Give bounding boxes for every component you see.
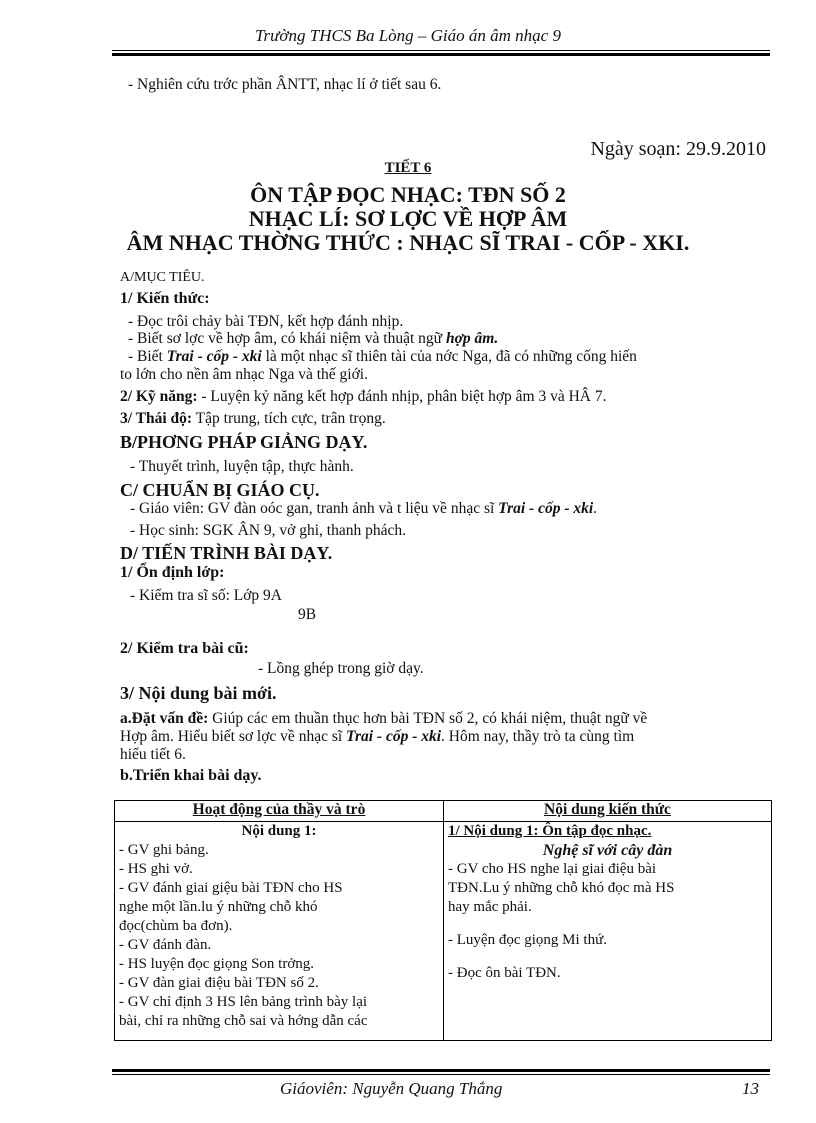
- date-line: Ngày soạn: 29.9.2010: [590, 138, 766, 160]
- step-2-text: - Lồng ghép trong giờ dạy.: [258, 660, 424, 677]
- section-b-heading: B/PHƠNG PHÁP GIẢNG DẠY.: [120, 432, 368, 452]
- knowledge-item-2: [128, 330, 498, 348]
- title-line-1: ÔN TẬP ĐỌC NHẠC: TĐN SỐ 2: [250, 182, 566, 207]
- problem-statement-composer: Trai - cốp - xki: [346, 728, 442, 745]
- step-1-heading: 1/ Ổn định lớp:: [120, 564, 225, 581]
- problem-statement-text-2-pre: Hợp âm. Hiểu biết sơ lợc về nhạc sĩ: [120, 728, 347, 745]
- knowledge-item-3-cont: to lớn cho nền âm nhạc Nga và thế giới.: [120, 366, 368, 383]
- activity-line: - GV chỉ định 3 HS lên bảng trình bày lại: [119, 994, 368, 1010]
- skills-heading: 2/ Kỹ năng:: [120, 388, 198, 405]
- activity-line: - GV ghi bảng.: [119, 842, 209, 858]
- page-number: 13: [742, 1079, 759, 1098]
- activity-line: bài, chỉ ra những chỗ sai và hớng dẫn các: [119, 1013, 368, 1029]
- preparation-student: - Học sinh: SGK ÂN 9, vở ghi, thanh phách.: [130, 522, 406, 539]
- footer-teacher: Giáoviên: Nguyễn Quang Thắng: [280, 1079, 503, 1098]
- activity-line: - HS ghi vở.: [119, 861, 193, 877]
- activities-title: Nội dung 1:: [241, 823, 317, 839]
- knowledge-item-3-pre: - Biết: [128, 348, 167, 365]
- content-line: TĐN.Lu ý những chỗ khó đọc mà HS: [448, 880, 675, 896]
- problem-statement-heading: a.Đặt vấn đề:: [120, 710, 209, 727]
- activity-line: đọc(chùm ba đơn).: [119, 918, 233, 934]
- step-3-heading: 3/ Nội dung bài mới.: [120, 683, 277, 703]
- deployment-heading: b.Triển khai bài dạy.: [120, 767, 262, 784]
- header-rule-thin: [112, 50, 770, 51]
- section-d-heading: D/ TIẾN TRÌNH BÀI DẠY.: [120, 543, 333, 563]
- content-title: 1/ Nội dung 1: Ôn tập đọc nhạc.: [448, 823, 652, 839]
- attitude-heading: 3/ Thái độ:: [120, 410, 193, 427]
- top-note: - Nghiên cứu trớc phần ÂNTT, nhạc lí ở tiết sau 6.: [128, 76, 442, 93]
- knowledge-item-3: [128, 348, 637, 366]
- knowledge-item-2-term: hợp âm.: [445, 330, 499, 347]
- activity-line: - HS luyện đọc giọng Son trởng.: [119, 956, 315, 972]
- preparation-teacher-post: .: [593, 500, 598, 517]
- preparation-teacher-pre: - Giáo viên: GV đàn oóc gan, tranh ảnh và t liệu về nhạc sĩ: [130, 500, 499, 517]
- header-rule-thick: [112, 53, 770, 56]
- methods-text: - Thuyết trình, luyện tập, thực hành.: [130, 458, 354, 475]
- content-subtitle: Nghệ sĩ với cây đàn: [542, 842, 673, 859]
- table-header-activities: Hoạt động của thầy và trò: [115, 801, 444, 822]
- activity-line: - GV đánh giai giệu bài TĐN cho HS: [119, 880, 343, 896]
- content-line: - GV cho HS nghe lại giai điệu bài: [448, 861, 657, 877]
- activity-line: - GV đàn giai điệu bài TĐN số 2.: [119, 975, 319, 991]
- attitude-text: Tập trung, tích cực, trân trọng.: [192, 410, 386, 427]
- step-1-text-2: 9B: [298, 606, 317, 623]
- lesson-table: [114, 800, 772, 1041]
- knowledge-heading: 1/ Kiến thức:: [120, 290, 210, 307]
- section-a-heading: A/MỤC TIÊU.: [120, 270, 205, 285]
- preparation-teacher: [130, 500, 597, 518]
- problem-statement-text-2-post: . Hôm nay, thầy trò ta cùng tìm: [441, 728, 635, 745]
- page-header: Trường THCS Ba Lòng – Giáo án âm nhạc 9: [255, 26, 561, 45]
- problem-statement-text-1: Giúp các em thuần thục hơn bài TĐN số 2, có khái niệm, thuật ngữ về: [208, 710, 648, 727]
- activity-line: - GV đánh đàn.: [119, 937, 212, 953]
- knowledge-item-2-text: - Biết sơ lợc về hợp âm, có khái niệm và thuật ngữ: [128, 330, 446, 347]
- content-line: - Luyện đọc giọng Mi thứ.: [448, 932, 607, 948]
- knowledge-item-1: - Đọc trôi chảy bài TĐN, kết hợp đánh nhịp.: [128, 313, 404, 330]
- table-row: [115, 822, 772, 1041]
- problem-statement-line-1: [120, 710, 647, 728]
- section-c-heading: C/ CHUẨN BỊ GIÁO CỤ.: [120, 480, 320, 500]
- title-line-2: NHẠC LÍ: SƠ LỢC VỀ HỢP ÂM: [248, 206, 568, 231]
- attitude-line: [120, 410, 386, 428]
- table-header-row: [115, 801, 772, 822]
- skills-text: - Luyện kỷ năng kết hợp đánh nhịp, phân biệt hợp âm 3 và HÂ 7.: [197, 388, 607, 405]
- step-1-text: - Kiểm tra sĩ số: Lớp 9A: [130, 587, 282, 604]
- problem-statement-line-2: [120, 728, 634, 746]
- table-header-content: Nội dung kiến thức: [444, 801, 772, 822]
- knowledge-item-3-post: là một nhạc sĩ thiên tài của nớc Nga, đã có những cống hiến: [261, 348, 637, 365]
- composer-name: Trai - cốp - xki: [166, 348, 262, 365]
- skills-line: [120, 388, 607, 406]
- problem-statement-line-3: hiểu tiết 6.: [120, 746, 186, 763]
- activity-line: nghe một lần.lu ý những chỗ khó: [119, 899, 318, 915]
- lesson-number: TIẾT 6: [384, 160, 432, 176]
- footer-rule-thin: [112, 1074, 770, 1075]
- preparation-composer: Trai - cốp - xki: [498, 500, 594, 517]
- content-line: - Đọc ôn bài TĐN.: [448, 965, 561, 981]
- content-line: hay mắc phải.: [448, 899, 532, 915]
- title-line-3: ÂM NHẠC THỜNG THỨC : NHẠC SĨ TRAI - CỐP - XKI.: [126, 230, 690, 255]
- step-2-heading: 2/ Kiểm tra bài cũ:: [120, 640, 249, 657]
- content-cell: [444, 822, 772, 1041]
- activities-cell: [115, 822, 444, 1041]
- footer-rule-thick: [112, 1069, 770, 1072]
